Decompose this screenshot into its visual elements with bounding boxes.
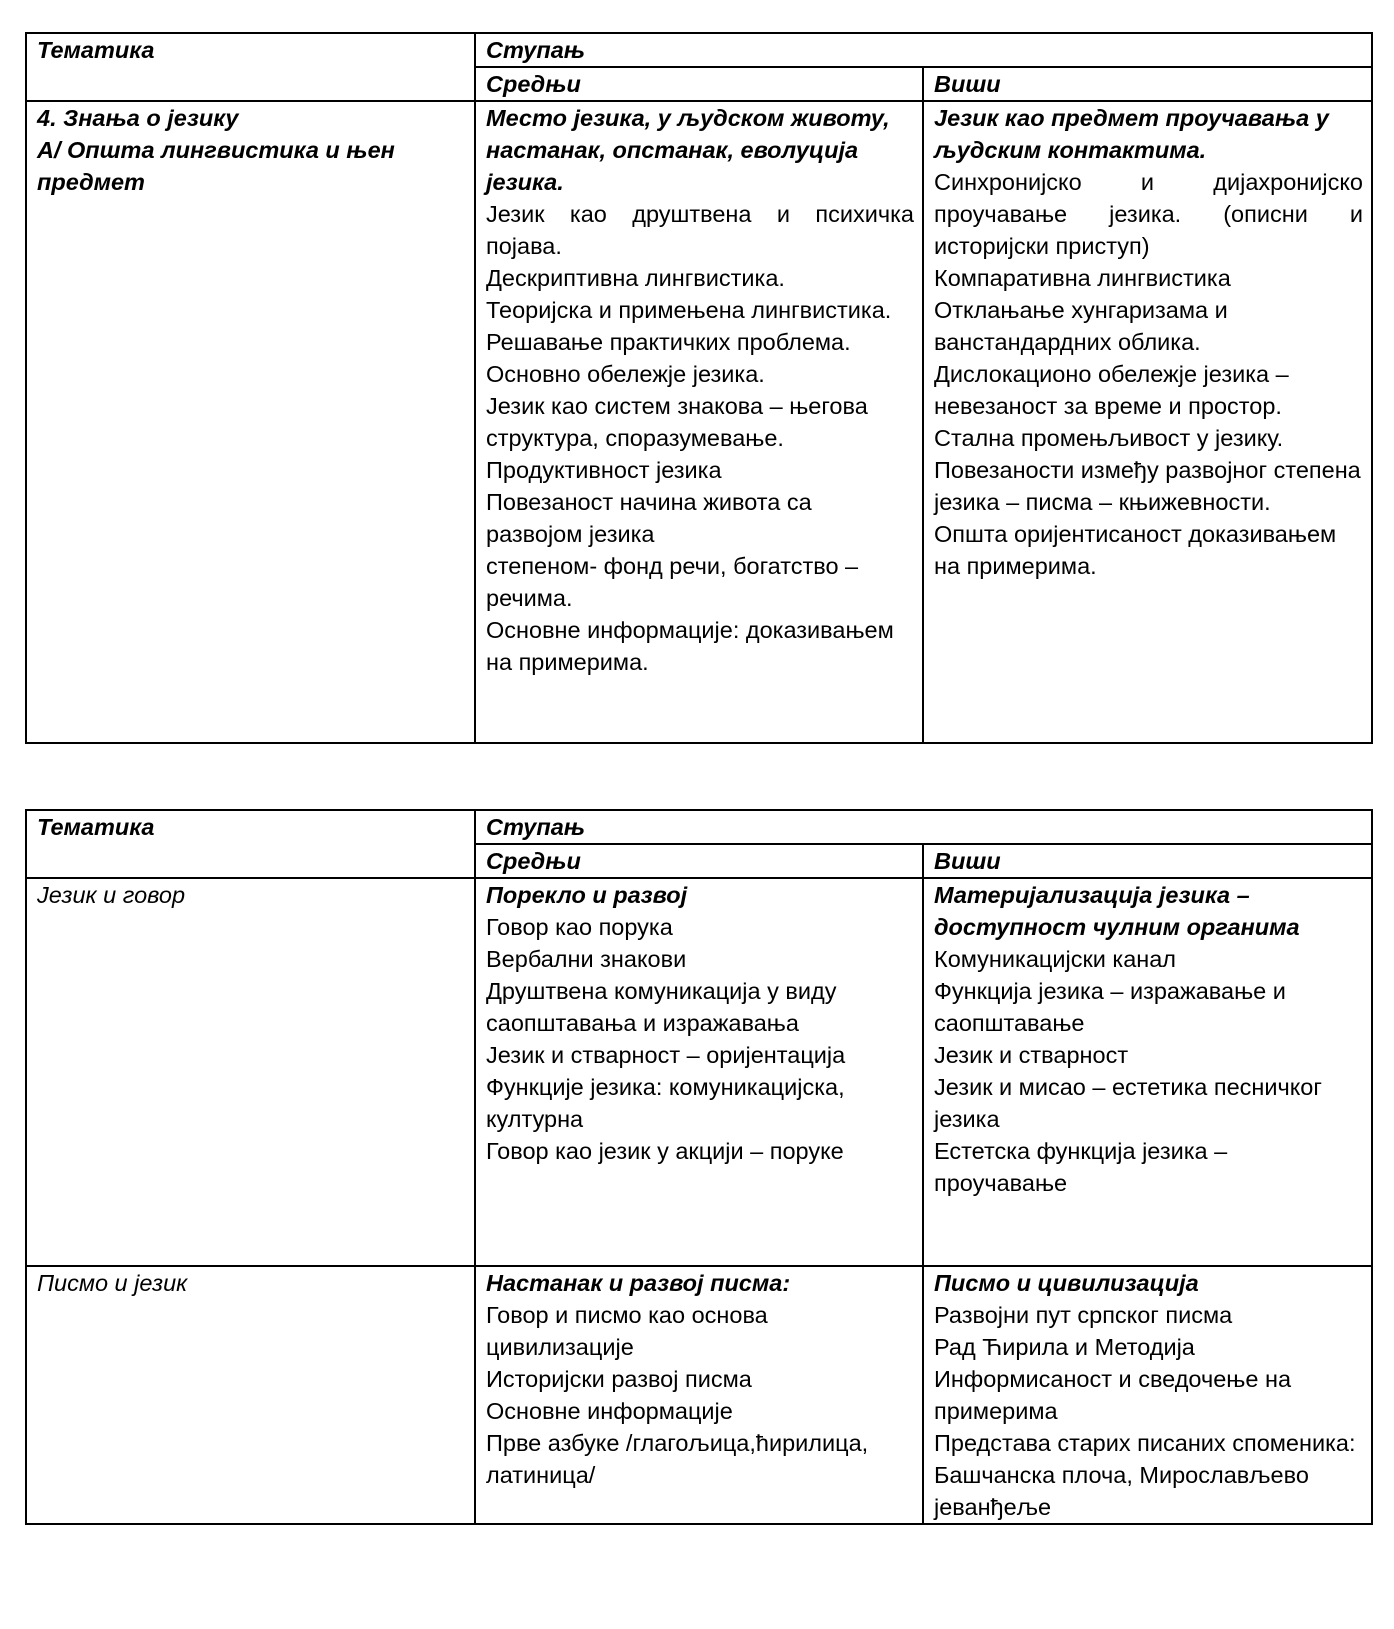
topic-cell [26,1266,475,1524]
list-item: Општа оријентисаност доказивањем на примерима. [934,521,1337,579]
list-item: Језик и мисао – естетика песничког језика [934,1074,1322,1132]
list-item: Дескриптивна лингвистика. [486,265,785,291]
list-item: Повезаности између развојног степена језика – писма – књижевности. [934,457,1361,515]
middle-title: Настанак и развој писма: [486,1270,791,1296]
list-item: Историјски развој писма [486,1366,752,1392]
list-item: Повезаност начина живота са развојом језика [486,489,812,547]
list-item: Прве азбуке /глагољица,ћирилица, латиница/ [486,1430,869,1488]
curriculum-table-1 [25,32,1373,744]
list-item: Представа старих писаних споменика: Башчанска плоча, Мирослављево јеванђеље [934,1430,1356,1520]
topic-cell [26,878,475,1266]
list-item: Основно обележје језика. [486,361,765,387]
list-item: Естетска функција језика – проучавање [934,1138,1228,1196]
header-level: Ступањ [475,810,1372,844]
header-higher: Виши [923,67,1372,101]
higher-title: Материјализација језика – доступност чулним органима [934,882,1300,940]
list-item: степеном- фонд речи, богатство – речима. [486,553,859,611]
list-item: Стална промењљивост у језику. [934,425,1284,451]
higher-level-cell [923,878,1372,1266]
list-item: Теоријска и примењена лингвистика. [486,297,892,323]
list-item: Дислокационо обележје језика – невезаност за време и простор. [934,361,1289,419]
header-middle: Средњи [475,844,923,878]
header-higher: Виши [923,844,1372,878]
list-item: Основне информације [486,1398,733,1424]
middle-level-cell [475,101,923,743]
middle-level-cell [475,878,923,1266]
topic-subheading: А/ Општа лингвистика и њен предмет [37,137,395,195]
list-item: Језик као систем знакова – његова структура, споразумевање. [486,393,868,451]
list-item: Информисаност и сведочење на примерима [934,1366,1292,1424]
table-row [26,101,1372,743]
list-item: Решавање практичких проблема. [486,329,851,355]
topic-label: Језик и говор [37,882,186,908]
list-item: Говор као језик у акцији – поруке [486,1138,844,1164]
list-item: Отклањање хунгаризама и ванстандардних облика. [934,297,1228,355]
higher-title: Језик као предмет проучавања у људским контактима. [934,105,1329,163]
list-item: Језик и стварност – оријентација [486,1042,846,1068]
middle-level-cell [475,1266,923,1524]
topic-heading: 4. Знања о језику [37,105,239,131]
list-item: Функције језика: комуникацијска, културна [486,1074,845,1132]
header-topic: Тематика [26,810,475,878]
table-row [26,1266,1372,1524]
list-item: Рад Ћирила и Методија [934,1334,1195,1360]
header-topic: Тематика [26,33,475,101]
higher-title: Писмо и цивилизација [934,1270,1199,1296]
list-item: Компаративна лингвистика [934,265,1231,291]
higher-level-cell [923,1266,1372,1524]
topic-label: Писмо и језик [37,1270,188,1296]
header-middle: Средњи [475,67,923,101]
list-item: Синхронијско и дијахронијско проучавање језика. (описни и историјски приступ) [934,169,1363,259]
header-level: Ступањ [475,33,1372,67]
list-item: Комуникацијски канал [934,946,1177,972]
middle-title: Место језика, у људском животу, настанак, опстанак, еволуција језика. [486,105,890,195]
list-item: Функција језика – изражавање и саопштавање [934,978,1286,1036]
list-item: Језик као друштвена и психичка појава. [486,201,914,259]
middle-title: Порекло и развој [486,882,688,908]
table-header-row [26,810,1372,844]
list-item: Вербални знакови [486,946,687,972]
topic-cell [26,101,475,743]
curriculum-table-2 [25,809,1373,1525]
list-item: Основне информације: доказивањем на примерима. [486,617,894,675]
list-item: Језик и стварност [934,1042,1129,1068]
table-header-row [26,33,1372,67]
list-item: Говор и писмо као основа цивилизације [486,1302,768,1360]
higher-level-cell [923,101,1372,743]
list-item: Развојни пут српског писма [934,1302,1233,1328]
list-item: Продуктивност језика [486,457,722,483]
table-row [26,878,1372,1266]
list-item: Друштвена комуникација у виду саопштавања и изражавања [486,978,837,1036]
list-item: Говор као порука [486,914,673,940]
